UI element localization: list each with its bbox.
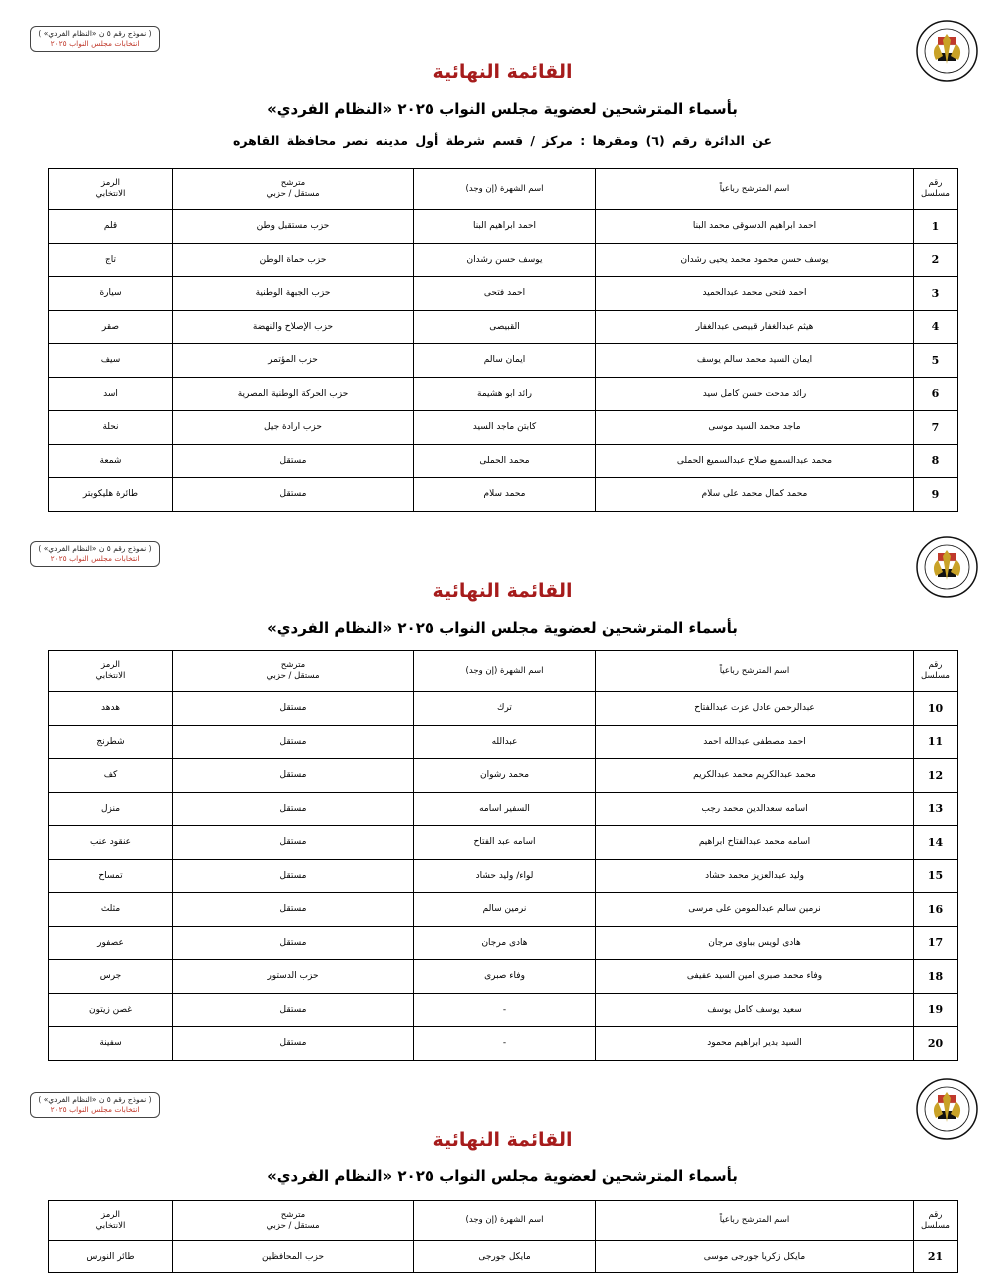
cell-affiliation: مستقل [173,926,414,960]
cell-candidate-name: ايمان السيد محمد سالم يوسف [596,344,914,378]
cell-affiliation: مستقل [173,826,414,860]
cell-fame-name: كابتن ماجد السيد [414,411,596,445]
cell-affiliation: مستقل [173,725,414,759]
cell-candidate-name: مايكل زكريا جورجى موسى [596,1241,914,1273]
cell-candidate-name: محمد كمال محمد على سلام [596,478,914,512]
cell-serial: 18 [914,960,958,994]
header-serial: رقم مسلسل [914,1201,958,1241]
cell-fame-name: لواء/ وليد حشاد [414,859,596,893]
table-row [49,277,958,311]
table-row [49,344,958,378]
page-subtitle: بأسماء المترشحين لعضوية مجلس النواب ٢٠٢٥ «النظام الفردي» [267,1167,738,1185]
cell-candidate-name: نرمين سالم عبدالمومن على مرسى [596,893,914,927]
cell-symbol: شطرنج [49,725,173,759]
cell-serial: 9 [914,478,958,512]
cell-candidate-name: احمد ابراهيم الدسوقى محمد البنا [596,210,914,244]
cell-affiliation: حزب المؤتمر [173,344,414,378]
cell-serial: 17 [914,926,958,960]
table-row [49,210,958,244]
district-line: عن الدائرة رقم (٦) ومقرها : مركز / قسم شرطة أول مدينه نصر محافظة القاهره [232,133,773,148]
cell-symbol: منزل [49,792,173,826]
cell-candidate-name: اسامه محمد عبدالفتاح ابراهيم [596,826,914,860]
header-serial: رقم مسلسل [914,651,958,692]
table-row [49,243,958,277]
cell-candidate-name: هيثم عبدالغفار قبيصى عبدالغفار [596,310,914,344]
cell-symbol: نحلة [49,411,173,445]
cell-affiliation: مستقل [173,444,414,478]
cell-fame-name: القبيصى [414,310,596,344]
cell-symbol: هدهد [49,692,173,726]
cell-serial: 10 [914,692,958,726]
cell-symbol: غصن زيتون [49,993,173,1027]
cell-candidate-name: احمد فتحى محمد عبدالحميد [596,277,914,311]
cell-affiliation: مستقل [173,759,414,793]
header-fame: اسم الشهرة (إن وجد) [414,169,596,210]
cell-affiliation: حزب الدستور [173,960,414,994]
candidates-table [48,650,958,1061]
cell-candidate-name: يوسف حسن محمود محمد يحيى رشدان [596,243,914,277]
cell-serial: 8 [914,444,958,478]
cell-affiliation: حزب حماة الوطن [173,243,414,277]
cell-fame-name: عبدالله [414,725,596,759]
cell-fame-name: هادى مرجان [414,926,596,960]
table-row [49,310,958,344]
table-row [49,893,958,927]
table-row [49,1241,958,1273]
form-number-box [30,1092,160,1118]
cell-candidate-name: سعيد يوسف كامل يوسف [596,993,914,1027]
cell-affiliation: حزب الحركة الوطنية المصرية [173,377,414,411]
cell-serial: 7 [914,411,958,445]
cell-fame-name: ايمان سالم [414,344,596,378]
cell-candidate-name: ماجد محمد السيد موسى [596,411,914,445]
cell-serial: 12 [914,759,958,793]
cell-symbol: اسد [49,377,173,411]
cell-affiliation: حزب الإصلاح والنهضة [173,310,414,344]
cell-candidate-name: وفاء محمد صبرى امين السيد عفيفى [596,960,914,994]
cell-serial: 20 [914,1027,958,1061]
header-affiliation: مترشح مستقل / حزبي [173,169,414,210]
cell-symbol: تاج [49,243,173,277]
cell-candidate-name: وليد عبدالعزيز محمد حشاد [596,859,914,893]
header-name: اسم المترشح رباعياً [596,651,914,692]
page-title: القائمة النهائية [432,1129,573,1151]
cell-serial: 3 [914,277,958,311]
header-name: اسم المترشح رباعياً [596,169,914,210]
cell-fame-name: احمد ابراهيم البنا [414,210,596,244]
table-row [49,1027,958,1061]
cell-affiliation: حزب ارادة جيل [173,411,414,445]
cell-serial: 5 [914,344,958,378]
header-serial: رقم مسلسل [914,169,958,210]
cell-candidate-name: محمد عبدالسميع صلاح عبدالسميع الحملى [596,444,914,478]
cell-symbol: سيارة [49,277,173,311]
cell-symbol: مثلث [49,893,173,927]
cell-affiliation: مستقل [173,478,414,512]
cell-serial: 6 [914,377,958,411]
form-number-box [30,26,160,52]
table-row [49,926,958,960]
candidates-table [48,168,958,512]
cell-fame-name: وفاء صبرى [414,960,596,994]
cell-symbol: جرس [49,960,173,994]
cell-candidate-name: عبدالرحمن عادل عزت عبدالفتاح [596,692,914,726]
cell-symbol: سيف [49,344,173,378]
table-row [49,444,958,478]
cell-symbol: عصفور [49,926,173,960]
cell-affiliation: مستقل [173,859,414,893]
table-row [49,692,958,726]
cell-fame-name: - [414,993,596,1027]
header-symbol: الرمز الانتخابي [49,1201,173,1241]
table-row [49,960,958,994]
form-number-label: ( نموذج رقم ٥ ن «النظام الفردي» ) [38,544,152,553]
cell-affiliation: مستقل [173,792,414,826]
cell-serial: 4 [914,310,958,344]
cell-serial: 11 [914,725,958,759]
cell-affiliation: مستقل [173,993,414,1027]
table-header-row [49,169,958,210]
cell-symbol: شمعة [49,444,173,478]
cell-fame-name: السفير اسامه [414,792,596,826]
cell-serial: 21 [914,1241,958,1273]
cell-fame-name: مايكل جورجى [414,1241,596,1273]
form-number-label: ( نموذج رقم ٥ ن «النظام الفردي» ) [38,29,152,38]
table-row [49,826,958,860]
cell-symbol: كف [49,759,173,793]
cell-candidate-name: محمد عبدالكريم محمد عبدالكريم [596,759,914,793]
table-header-row [49,1201,958,1241]
cell-symbol: طائرة هليكوبتر [49,478,173,512]
page-subtitle: بأسماء المترشحين لعضوية مجلس النواب ٢٠٢٥ «النظام الفردي» [267,619,738,637]
cell-candidate-name: رائد مدحت حسن كامل سيد [596,377,914,411]
cell-serial: 1 [914,210,958,244]
table-row [49,993,958,1027]
cell-fame-name: محمد رشوان [414,759,596,793]
cell-serial: 15 [914,859,958,893]
page-title: القائمة النهائية [432,580,573,602]
cell-symbol: قلم [49,210,173,244]
table-row [49,759,958,793]
form-number-label: ( نموذج رقم ٥ ن «النظام الفردي» ) [38,1095,152,1104]
cell-fame-name: يوسف حسن رشدان [414,243,596,277]
cell-fame-name: محمد الحملى [414,444,596,478]
cell-fame-name: نرمين سالم [414,893,596,927]
header-name: اسم المترشح رباعياً [596,1201,914,1241]
cell-affiliation: حزب الجبهة الوطنية [173,277,414,311]
cell-fame-name: اسامه عبد الفتاح [414,826,596,860]
cell-symbol: طائر النورس [49,1241,173,1273]
cell-serial: 2 [914,243,958,277]
cell-symbol: عنقود عنب [49,826,173,860]
candidates-table [48,1200,958,1273]
header-affiliation: مترشح مستقل / حزبي [173,651,414,692]
cell-affiliation: مستقل [173,1027,414,1061]
page-subtitle: بأسماء المترشحين لعضوية مجلس النواب ٢٠٢٥ «النظام الفردي» [267,100,738,118]
cell-serial: 14 [914,826,958,860]
form-number-box [30,541,160,567]
cell-affiliation: حزب مستقبل وطن [173,210,414,244]
form-election-label: انتخابات مجلس النواب ٢٠٢٥ [50,554,140,563]
table-header-row [49,651,958,692]
form-election-label: انتخابات مجلس النواب ٢٠٢٥ [50,1105,140,1114]
cell-serial: 16 [914,893,958,927]
cell-affiliation: مستقل [173,692,414,726]
cell-candidate-name: اسامه سعدالدين محمد رجب [596,792,914,826]
cell-candidate-name: السيد بدير ابراهيم محمود [596,1027,914,1061]
cell-serial: 19 [914,993,958,1027]
table-row [49,377,958,411]
form-election-label: انتخابات مجلس النواب ٢٠٢٥ [50,39,140,48]
cell-symbol: سفينة [49,1027,173,1061]
cell-affiliation: حزب المحافظين [173,1241,414,1273]
cell-fame-name: محمد سلام [414,478,596,512]
table-row [49,725,958,759]
header-symbol: الرمز الانتخابي [49,169,173,210]
table-row [49,792,958,826]
table-row [49,859,958,893]
cell-affiliation: مستقل [173,893,414,927]
header-symbol: الرمز الانتخابي [49,651,173,692]
cell-fame-name: ترك [414,692,596,726]
header-fame: اسم الشهرة (إن وجد) [414,651,596,692]
header-affiliation: مترشح مستقل / حزبي [173,1201,414,1241]
cell-serial: 13 [914,792,958,826]
cell-fame-name: - [414,1027,596,1061]
cell-symbol: تمساح [49,859,173,893]
table-row [49,411,958,445]
cell-symbol: صقر [49,310,173,344]
cell-candidate-name: احمد مصطفى عبدالله احمد [596,725,914,759]
cell-candidate-name: هادى لويس بباوى مرجان [596,926,914,960]
header-fame: اسم الشهرة (إن وجد) [414,1201,596,1241]
cell-fame-name: احمد فتحى [414,277,596,311]
table-row [49,478,958,512]
cell-fame-name: رائد ابو هشيمة [414,377,596,411]
page-title: القائمة النهائية [432,61,573,83]
